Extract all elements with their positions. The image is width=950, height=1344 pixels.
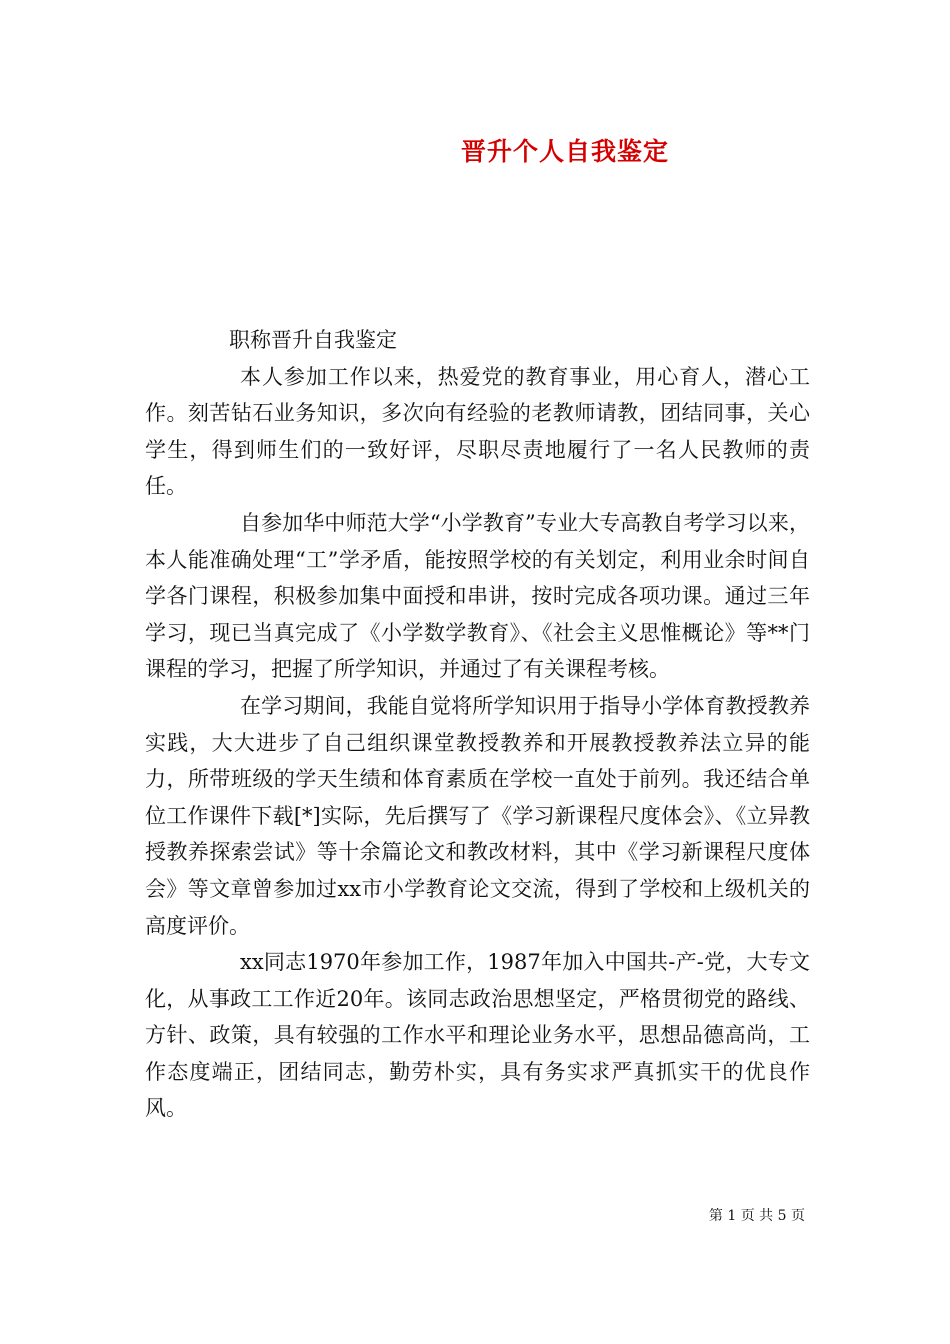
paragraph-4: xx同志1970年参加工作，1987年加入中国共-产-党，大专文化，从事政工工作近20年。该同志政治思想坚定，严格贯彻党的路线、方针、政策，具有较强的工作水平和理论业务水平，思想品德高尚，工作态度端正，团结同志，勤劳朴实，具有务实求严真抓实干的优良作风。: [145, 950, 810, 1121]
page-title: 晋升个人自我鉴定: [460, 137, 669, 166]
document-body: [145, 322, 810, 1127]
page-number-footer: 第 1 页 共 5 页: [708, 1208, 805, 1224]
paragraph-2: 自参加华中师范大学“小学教育”专业大专高教自考学习以来，本人能准确处理“工”学矛盾，能按照学校的有关划定，利用业余时间自学各门课程，积极参加集中面授和串讲，按时完成各项功课。通过三年学习，现已当真完成了《小学数学教育》、《社会主义思惟概论》等**门课程的学习，把握了所学知识，并通过了有关课程考核。: [145, 510, 810, 682]
paragraph-1: 本人参加工作以来，热爱党的教育事业，用心育人，潜心工作。刻苦钻石业务知识，多次向有经验的老教师请教，团结同事，关心学生，得到师生们的一致好评，尽职尽责地履行了一名人民教师的责任。: [145, 364, 810, 499]
document-subtitle: 职称晋升自我鉴定: [229, 328, 397, 352]
paragraph-3: 在学习期间，我能自觉将所学知识用于指导小学体育教授教养实践，大大进步了自己组织课堂教授教养和开展教授教养法立异的能力，所带班级的学天生绩和体育素质在学校一直处于前列。我还结合单位工作课件下载[*]实际，先后撰写了《学习新课程尺度体会》、《立异教授教养探索尝试》等十余篇论文和教改材料，其中《学习新课程尺度体会》等文章曾参加过xx市小学教育论文交流，得到了学校和上级机关的高度评价。: [145, 693, 810, 938]
